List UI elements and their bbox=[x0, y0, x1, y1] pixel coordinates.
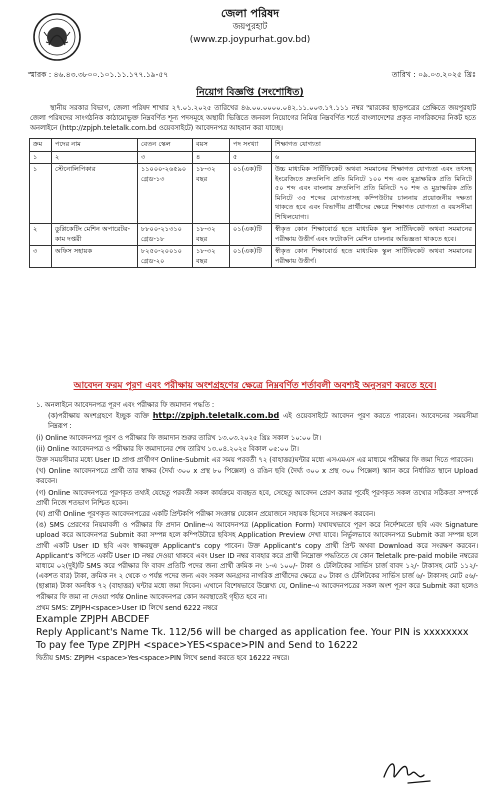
instruction-item: উক্ত সময়সীমার মধ্যে User ID প্রাপ্ত প্রার্থীগণ Online-Submit এর সময় পরবর্তী ৭২ (বাহাত্তর)ঘন্টার মধ্যে এসএমএস এর মাধ্যমে পরীক্ষার ফি জমা দিতে পারবেন। bbox=[36, 456, 474, 465]
instruction-heading: ১. অনলাইনে আবেদনপত্র পূরণ এবং পরীক্ষার ফি জমাদান পদ্ধতি : bbox=[36, 401, 215, 409]
instruction-item: (ঘ) প্রার্থী Online পূরণকৃত আবেদনপত্রের একটি প্রিন্টকপি পরীক্ষা সংক্রান্ত যেকোন প্রয়োজনে সহায়ক হিসেবে সংরক্ষণ করবেন। bbox=[36, 510, 376, 519]
cell-qualification: স্বীকৃত কোন শিক্ষাবোর্ড হতে মাধ্যমিক স্কুল সার্টিফিকেট অথবা সমমানের পরীক্ষায় উত্তীর্ণ। bbox=[272, 246, 476, 268]
table-number-row bbox=[30, 151, 476, 164]
instruction-item: (ii) Online আবেদনপত্র ও পরীক্ষার ফি জমাদানের শেষ তারিখ ১৩.০৪.২০২৫ বিকাল ০৫:০০ টা। bbox=[36, 444, 299, 453]
cell-serial: ৩ bbox=[30, 246, 52, 268]
column-number: ৪ bbox=[193, 151, 230, 164]
cell-post-name: স্টেনোলিপিকার bbox=[52, 164, 138, 224]
table-row bbox=[30, 246, 476, 268]
table-header: পদ সংখ্যা bbox=[230, 139, 272, 152]
intro-paragraph: স্থানীয় সরকার বিভাগ, জেলা পরিষদ শাখার ২৭.০১.২০২৫ তারিখের ৪৬.০০.০০০০.০৪২.১১.০০৩.১৭.১১১ নম্বর স্মারকের ছাড়পত্রের প্রেক্ষিতে জয়পুরহাট জেলা পরিষদের সাংগঠনিক কাঠামোভুক্ত নিম্নবর্ণিত শূন্য পদসমূহে অস্থায়ী ভিত্তিতে জনবল নিয়োগের নিমিত্ত নিম্নবর্ণিত শর্তে বাংলাদেশের প্রকৃত নাগরিকদের নিকট হতে অনলাইনে (http://zpjph.teletalk.com.bd ওয়েবসাইটে) আবেদনপত্র আহবান করা যাচ্ছে। bbox=[30, 104, 476, 132]
notice-title: নিয়োগ বিজ্ঞপ্তি (সংশোধিত) bbox=[196, 87, 304, 98]
cell-pay-scale: ৮২৫০-২০০১০ গ্রেড-২০ bbox=[138, 246, 193, 268]
sms-reply: Reply Applicant's Name Tk. 112/56 will be charged as application fee. Your PIN is xxxxxxxx bbox=[36, 627, 469, 639]
memo-row bbox=[28, 70, 476, 84]
cell-post-count: ০১(এক)টি bbox=[230, 246, 272, 268]
cell-post-count: ০১(এক)টি bbox=[230, 164, 272, 224]
cell-qualification: উচ্চ মাধ্যমিক সার্টিফিকেট অথবা সমমানের শিক্ষাগত যোগ্যতা এবং তৎসহ ইংরেজিতে দ্রুতলিপি প্রতি মিনিটে ১০০ শব্দ এবং মুদ্রাক্ষরিক প্রতি মিনিটে ৫০ শব্দ এবং বাংলায় দ্রুতলিপি প্রতি মিনিটে ৭০ শব্দ ও মুদ্রাক্ষরিক প্রতি মিনিটে ৩৫ শব্দের যোগ্যতাসহ কম্পিউটার চালনায় প্রয়োজনীয় দক্ষতা থাকতে হবে এবং বিভাগীয় প্রার্থীদের ক্ষেত্রে শিক্ষাগত যোগ্যতা ও বয়সসীমা শিথিলযোগ্য। bbox=[272, 164, 476, 224]
cell-post-name: অফিস সহায়ক bbox=[52, 246, 138, 268]
instruction-text: এই ওয়েবসাইটে আবেদন পূরণ করতে পারবেন। আবেদনের সময়সীমা নিম্নরূপ : bbox=[48, 412, 478, 431]
cell-age: ১৮-৩২ বছর bbox=[193, 164, 230, 224]
column-number: ৬ bbox=[272, 151, 476, 164]
sms-example: Example ZPJPH ABCDEF bbox=[36, 614, 150, 626]
table-header: ক্রম bbox=[30, 139, 52, 152]
cell-serial: ২ bbox=[30, 224, 52, 246]
sms-first: প্রথম SMS: ZPJPH<space>User ID লিখে send 6222 নম্বরে bbox=[36, 603, 218, 612]
column-number: ৫ bbox=[230, 151, 272, 164]
column-number: ২ bbox=[52, 151, 138, 164]
posts-table bbox=[29, 138, 476, 268]
cell-qualification: স্বীকৃত কোন শিক্ষাবোর্ড হতে মাধ্যমিক স্কুল সার্টিফিকেট অথবা সমমানের পরীক্ষায় উত্তীর্ণ এবং ফটোকপি মেশিন চালনার অভিজ্ঞতা থাকতে হবে। bbox=[272, 224, 476, 246]
table-header: বয়স bbox=[193, 139, 230, 152]
website-address: (www.zp.joypurhat.gov.bd) bbox=[189, 35, 311, 45]
cell-serial: ১ bbox=[30, 164, 52, 224]
conditions-title: আবেদন ফরম পূরণ এবং পরীক্ষায় অংশগ্রহণের ক্ষেত্রে নিম্নবর্ণিত শর্তাবলী অবশ্যই অনুসরণ করতে হবে। bbox=[73, 381, 437, 391]
memo-number: স্মারক : ৪৬.৪৩.৩৮০০.১০১.১১.১৭৭.১৯-৫৭ bbox=[28, 70, 169, 79]
organization-name: জেলা পরিষদ bbox=[220, 7, 280, 20]
instruction-item: (ঙ) SMS প্রেরণের নিয়মাবলী ও পরীক্ষার ফি প্রদান Online-এ আবেদনপত্র (Application Form) যথাযথভাবে পূরণ করে নির্দেশমতো ছবি এবং Signature upload করে আবেদনপত্র Submit করা সম্পন্ন হলে কম্পিউটারে ছবিসহ Application Preview দেখা যাবে। নির্ভুলভাবে আবেদনপত্র Submit করা সম্পন্ন হলে প্রার্থী একটি User ID ছবি এবং স্বাক্ষরযুক্ত Applicant's copy পাবেন। উক্ত Applicant's copy প্রার্থী প্রিন্ট অথবা Download করে সংরক্ষণ করবেন। Applicant's কপিতে একটি User ID নম্বর দেওয়া থাকবে এবং User ID নম্বর ব্যবহার করে প্রার্থী নিম্নোক্ত পদ্ধতিতে যে কোন Teletalk pre-paid mobile নম্বরের মাধ্যমে ০২(দুই)টি SMS করে পরীক্ষার ফি বাবদ প্রতিটি পদের জন্য প্রার্থী ক্রমিক নং ১-এ ১০০/- টাকা ও টেলিটকের সার্ভিস চার্জ বাবদ ১২/- টাকাসহ মোট ১১২/- (একশত বার) টাকা, ক্রমিক নং ২ থেকে ৩ পর্যন্ত পদের জন্য এবং সকল অনগ্রসর নাগরিক প্রার্থীদের ক্ষেত্রে ৫০ টাকা ও টেলিটকের সার্ভিস চার্জ ৬/- টাকাসহ মোট ৫৬/- (ছাপ্পান্ন) টাকা অনধিক ৭২ (বাহাত্তর) ঘন্টার মধ্যে জমা দিবেন। এখানে বিশেষভাবে উল্লেখ্য যে, Online-এ আবেদনপত্রের সকল অংশ পূরণ করে Submit করা হলেও পরীক্ষার ফি জমা না দেওয়া পর্যন্ত Online আবেদনপত্র কোন অবস্থাতেই গৃহীত হবে না। bbox=[36, 521, 478, 601]
instructions bbox=[36, 400, 478, 664]
cell-age: ১৮-৩২ বছর bbox=[193, 246, 230, 268]
sms-pay-instruction: To pay fee Type ZPJPH <space>YES<space>PIN and Send to 16222 bbox=[36, 640, 359, 652]
cell-age: ১৮-৩২ বছর bbox=[193, 224, 230, 246]
district-name: জয়পুরহাট bbox=[232, 22, 268, 32]
memo-date: তারিখ : ০৯.০৩.২০২৫ খ্রিঃ bbox=[391, 70, 476, 79]
instruction-item bbox=[36, 411, 478, 431]
column-number: ৩ bbox=[138, 151, 193, 164]
table-header: শিক্ষাগত যোগ্যতা bbox=[272, 139, 476, 152]
cell-post-count: ০১(এক)টি bbox=[230, 224, 272, 246]
letterhead bbox=[150, 6, 350, 47]
table-header-row bbox=[30, 139, 476, 152]
column-number: ১ bbox=[30, 151, 52, 164]
instruction-text: (ক)পরীক্ষায় অংশগ্রহণে ইচ্ছুক ব্যক্তি bbox=[48, 412, 149, 421]
zila-parishad-emblem-icon bbox=[32, 12, 82, 62]
instruction-item: (গ) Online আবেদনপত্রে পূরণকৃত তথ্যই যেহেতু পরবর্তী সকল কার্যক্রমে ব্যবহৃত হবে, সেহেতু আবেদন প্রেরণ করার পূর্বেই পূরণকৃত সকল তথ্যের সঠিকতা সম্পর্কে প্রার্থী নিজে শতভাগ নিশ্চিত হবেন। bbox=[36, 488, 478, 507]
table-row bbox=[30, 164, 476, 224]
instruction-item: (খ) Online আবেদনপত্রে প্রার্থী তার স্বাক্ষর (দৈর্ঘ্য ৩০০ x প্রস্থ ৮০ পিক্সেল) ও রঙিন ছবি (দৈর্ঘ্য ৩০০ x প্রস্থ ৩০০ পিক্সেল) স্ক্যান করে নির্ধারিত স্থানে Upload করবেন। bbox=[36, 467, 478, 486]
table-row bbox=[30, 224, 476, 246]
signature-icon bbox=[378, 755, 438, 787]
cell-post-name: ডুপ্লিকেটিং মেশিন অপারেটর-কাম দপ্তরী bbox=[52, 224, 138, 246]
cell-pay-scale: ১১০০০-২৬৫৯০ গ্রেড-১৩ bbox=[138, 164, 193, 224]
sms-second: দ্বিতীয় SMS: ZPJPH <space>Yes<space>PIN লিখে send করতে হবে 16222 নম্বরে। bbox=[36, 654, 290, 663]
instruction-item: (i) Online আবেদনপত্র পূরণ ও পরীক্ষার ফি জমাদান শুরুর তারিখ ১৩.০৩.২০২৫ খ্রিঃ সকাল ১০:০০ টা। bbox=[36, 433, 322, 442]
table-header: বেতন স্কেল bbox=[138, 139, 193, 152]
table-header: পদের নাম bbox=[52, 139, 138, 152]
cell-pay-scale: ৮৮০০-২১৩১০ গ্রেড-১৮ bbox=[138, 224, 193, 246]
application-website-link[interactable]: http://zpjph.teletalk.com.bd bbox=[152, 411, 280, 421]
